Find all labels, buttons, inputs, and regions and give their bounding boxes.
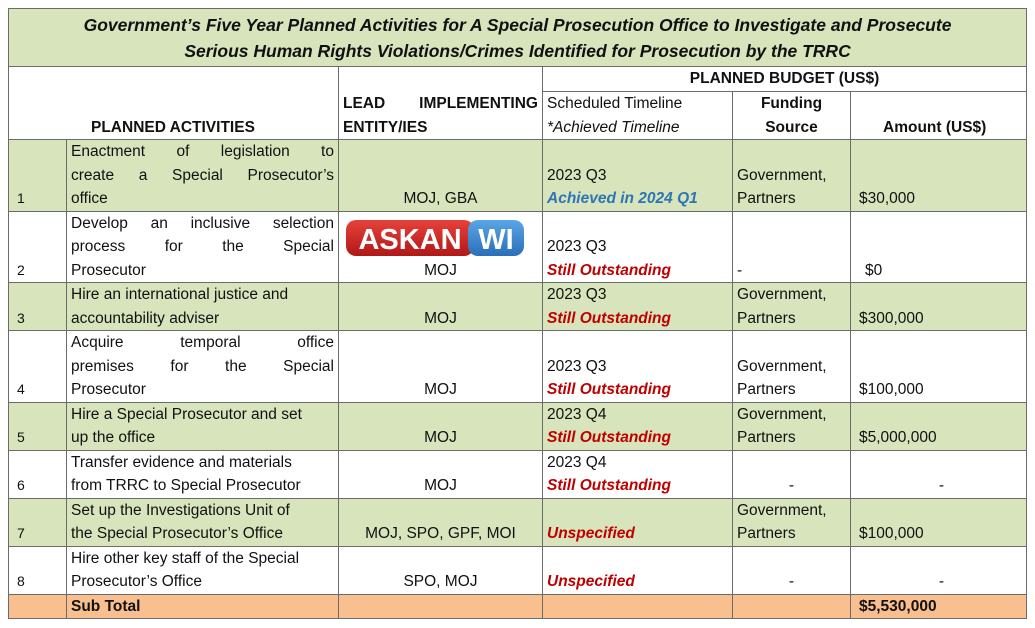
amount-cell: $100,000 <box>851 498 1027 546</box>
scheduled-timeline: 2023 Q4 <box>547 453 607 471</box>
activity-line: Acquire temporal office <box>71 334 334 351</box>
activity-cell <box>67 546 339 594</box>
funding-line: - <box>737 261 743 279</box>
funding-line-2: Source <box>765 118 818 136</box>
activity-cell <box>67 331 339 403</box>
timeline-cell <box>543 402 733 450</box>
activity-line: create a Special Prosecutor’s <box>71 166 334 184</box>
outstanding-status: Still Outstanding <box>547 309 671 327</box>
activity-cell <box>67 450 339 498</box>
logo-text-right: WI <box>478 224 514 256</box>
entity-cell: MOJ <box>339 211 543 283</box>
funding-line: - <box>788 477 795 494</box>
activity-line: Set up the Investigations Unit of <box>71 501 290 519</box>
header-planned-activities <box>9 67 339 140</box>
scheduled-timeline: 2023 Q4 <box>547 405 607 423</box>
timeline-cell <box>543 140 733 212</box>
table-row <box>9 283 1027 331</box>
activity-line: Transfer evidence and materials <box>71 453 292 471</box>
entity-cell: MOJ <box>339 402 543 450</box>
funding-cell <box>733 450 851 498</box>
achieved-status: Achieved in 2024 Q1 <box>547 190 698 207</box>
table-row <box>9 331 1027 403</box>
funding-line: Partners <box>737 381 796 398</box>
amount-cell: $5,000,000 <box>851 402 1027 450</box>
amount-cell: $30,000 <box>851 140 1027 212</box>
row-number: 6 <box>9 450 67 498</box>
subtotal-empty <box>339 594 543 619</box>
activity-line: Hire an international justice and <box>71 286 289 303</box>
activity-line: the Special Prosecutor’s Office <box>71 525 283 542</box>
lead-line-2: ENTITY/IES <box>343 118 428 136</box>
activity-cell <box>67 498 339 546</box>
activity-line: Prosecutor <box>71 261 146 279</box>
activity-line: Develop an inclusive selection <box>71 214 334 232</box>
activity-cell <box>67 283 339 331</box>
header-lead-entity <box>339 67 543 140</box>
outstanding-status: Still Outstanding <box>547 261 671 279</box>
funding-cell <box>733 402 851 450</box>
entity-cell: MOJ <box>339 331 543 403</box>
table-row <box>9 450 1027 498</box>
funding-line: Government, <box>737 501 827 519</box>
title-line-2: Serious Human Rights Violations/Crimes Identified for Prosecution by the TRRC <box>184 41 851 61</box>
funding-cell <box>733 498 851 546</box>
funding-cell <box>733 331 851 403</box>
funding-line: Partners <box>737 525 796 542</box>
activity-line: process for the Special <box>71 238 334 255</box>
activity-line: Prosecutor <box>71 381 146 398</box>
unspecified-status: Unspecified <box>547 525 635 542</box>
funding-line: Partners <box>737 309 796 327</box>
askanwi-watermark-logo <box>346 218 526 258</box>
table-row <box>9 498 1027 546</box>
table-row <box>9 402 1027 450</box>
row-number: 5 <box>9 402 67 450</box>
unspecified-status: Unspecified <box>547 573 635 590</box>
activity-cell <box>67 140 339 212</box>
subtotal-empty <box>9 594 67 619</box>
timeline-line-1: Scheduled Timeline <box>547 95 683 112</box>
subtotal-row <box>9 594 1027 619</box>
timeline-cell <box>543 450 733 498</box>
outstanding-status: Still Outstanding <box>547 429 671 446</box>
row-number: 7 <box>9 498 67 546</box>
amount-cell: - <box>851 546 1027 594</box>
activity-line: up the office <box>71 429 156 446</box>
subtotal-empty <box>543 594 733 619</box>
amount-cell: $300,000 <box>851 283 1027 331</box>
header-amount <box>851 92 1027 140</box>
row-number: 2 <box>9 211 67 283</box>
outstanding-status: Still Outstanding <box>547 381 671 398</box>
funding-cell <box>733 140 851 212</box>
subtotal-label: Sub Total <box>67 594 339 619</box>
entity-cell: MOJ <box>339 450 543 498</box>
funding-line-1: Funding <box>760 95 823 112</box>
activity-cell <box>67 211 339 283</box>
activity-line: Hire other key staff of the Special <box>71 549 300 567</box>
timeline-cell <box>543 211 733 283</box>
logo-text-left: ASKAN <box>358 224 462 256</box>
activity-line: from TRRC to Special Prosecutor <box>71 477 301 494</box>
amount-cell: - <box>851 450 1027 498</box>
header-timeline <box>543 92 733 140</box>
header-funding-source <box>733 92 851 140</box>
outstanding-status: Still Outstanding <box>547 477 671 494</box>
row-number: 8 <box>9 546 67 594</box>
funding-cell <box>733 546 851 594</box>
title-line-1: Government’s Five Year Planned Activities for A Special Prosecution Office to Investigate and Prosecute <box>83 15 952 35</box>
entity-cell: MOJ, SPO, GPF, MOI <box>339 498 543 546</box>
planned-activities-label: PLANNED ACTIVITIES <box>91 118 255 136</box>
activity-line: Enactment of legislation to <box>71 143 334 160</box>
funding-line: Government, <box>737 405 827 423</box>
scheduled-timeline: 2023 Q3 <box>547 166 607 184</box>
header-planned-budget: PLANNED BUDGET (US$) <box>543 67 1027 92</box>
activity-line: accountability adviser <box>71 309 220 327</box>
funding-cell <box>733 211 851 283</box>
header-row-1 <box>9 67 1027 92</box>
table-row <box>9 140 1027 212</box>
funding-line: Government, <box>737 357 827 375</box>
subtotal-empty <box>733 594 851 619</box>
activity-line: premises for the Special <box>71 357 334 375</box>
timeline-line-2: *Achieved Timeline <box>547 118 680 136</box>
table-title <box>9 9 1027 67</box>
scheduled-timeline: 2023 Q3 <box>547 357 607 375</box>
funding-line: Government, <box>737 166 827 184</box>
funding-line: Government, <box>737 286 827 303</box>
timeline-cell <box>543 498 733 546</box>
activity-line: Prosecutor’s Office <box>71 573 202 590</box>
row-number: 1 <box>9 140 67 212</box>
amount-label: Amount (US$) <box>883 118 987 136</box>
timeline-cell <box>543 331 733 403</box>
title-row <box>9 9 1027 67</box>
scheduled-timeline: 2023 Q3 <box>547 286 607 303</box>
funding-line: - <box>788 573 795 590</box>
scheduled-timeline: 2023 Q3 <box>547 238 607 255</box>
funding-cell <box>733 283 851 331</box>
entity-cell: MOJ, GBA <box>339 140 543 212</box>
activity-cell <box>67 402 339 450</box>
funding-line: Partners <box>737 190 796 207</box>
planned-activities-table <box>8 8 1027 619</box>
activity-line: Hire a Special Prosecutor and set <box>71 405 302 423</box>
funding-line: Partners <box>737 429 796 446</box>
lead-line-1: LEAD IMPLEMENTING <box>343 95 538 112</box>
subtotal-amount: $5,530,000 <box>851 594 1027 619</box>
table-row <box>9 546 1027 594</box>
timeline-cell <box>543 546 733 594</box>
activity-line: office <box>71 190 108 207</box>
entity-cell: MOJ <box>339 283 543 331</box>
entity-cell: SPO, MOJ <box>339 546 543 594</box>
row-number: 4 <box>9 331 67 403</box>
timeline-cell <box>543 283 733 331</box>
row-number: 3 <box>9 283 67 331</box>
amount-cell: $100,000 <box>851 331 1027 403</box>
amount-cell: $0 <box>851 211 1027 283</box>
